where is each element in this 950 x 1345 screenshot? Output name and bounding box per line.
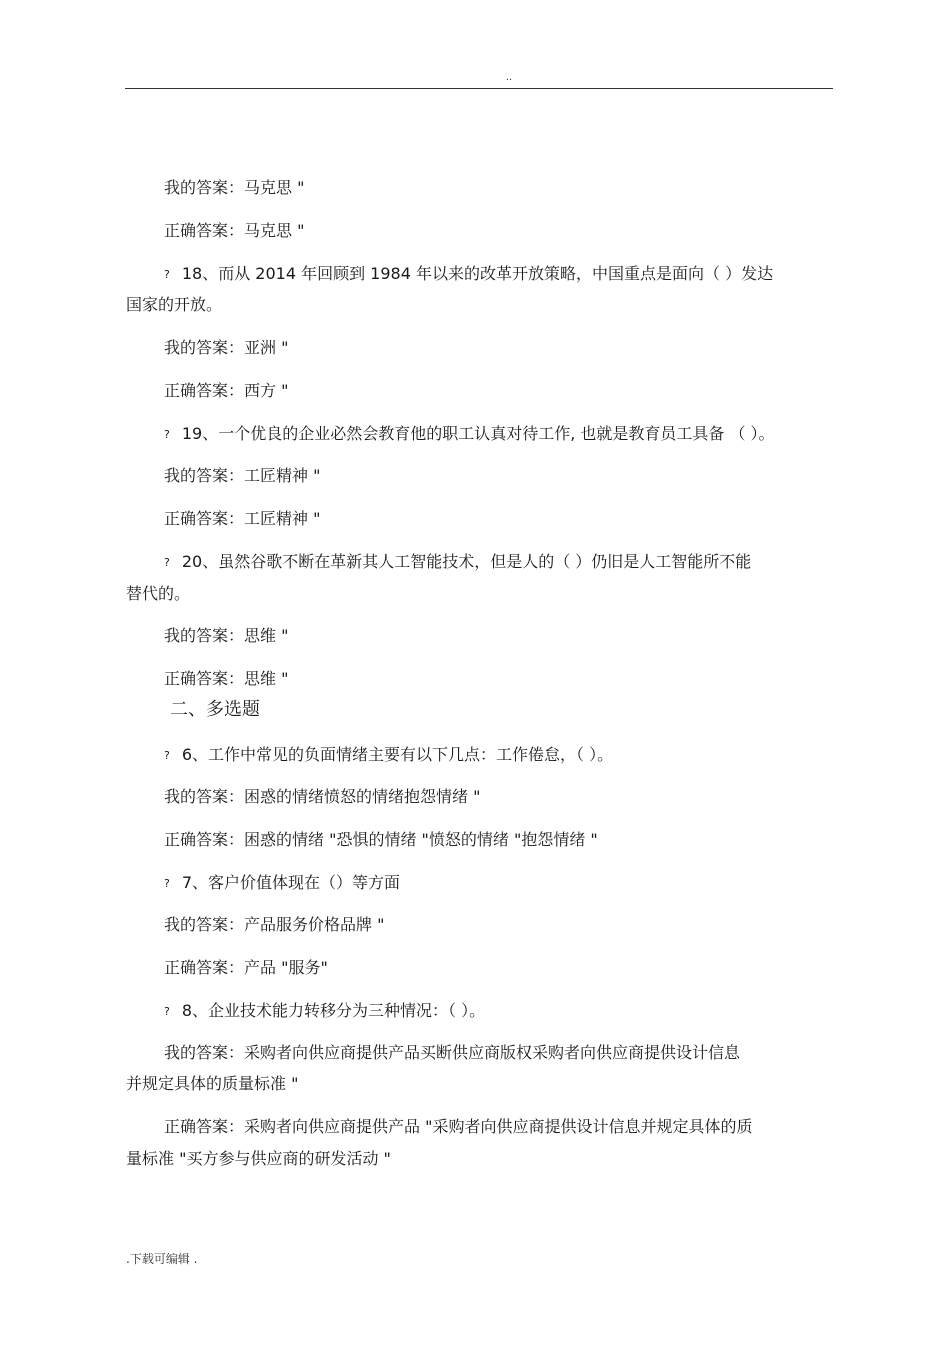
- my-answer-line: 我的答案：采购者向供应商提供产品买断供应商版权采购者向供应商提供设计信息: [164, 1043, 741, 1062]
- question-mark: ?: [164, 556, 170, 569]
- my-answer-line: 我的答案：产品服务价格品牌 ": [164, 915, 385, 934]
- correct-answer-line-cont: 量标准 "买方参与供应商的研发活动 ": [126, 1149, 391, 1168]
- question-18: [164, 264, 773, 285]
- correct-answer-line: 正确答案：困惑的情绪 "恐惧的情绪 "愤怒的情绪 "抱怨情绪 ": [164, 830, 598, 849]
- footer-note: .下载可编辑 .: [126, 1252, 198, 1266]
- my-answer-line: 我的答案：困惑的情绪愤怒的情绪抱怨情绪 ": [164, 787, 481, 806]
- question-text: 18、而从 2014 年回顾到 1984 年以来的改革开放策略，中国重点是面向（ ）发达: [181, 264, 774, 283]
- question-mark: ?: [164, 877, 170, 890]
- header-rule: [125, 88, 833, 89]
- question-mark: ?: [164, 749, 170, 762]
- question-text: 8、企业技术能力转移分为三种情况：（ ）。: [181, 1001, 486, 1020]
- question-20-cont: 替代的。: [126, 584, 191, 603]
- correct-answer-line: 正确答案：采购者向供应商提供产品 "采购者向供应商提供设计信息并规定具体的质: [164, 1117, 753, 1136]
- header-mark: ..: [505, 72, 513, 83]
- question-7: [164, 873, 400, 894]
- question-text: 19、一个优良的企业必然会教育他的职工认真对待工作, 也就是教育员工具备 （ ）。: [181, 424, 775, 443]
- question-19: [164, 424, 775, 445]
- my-answer-line: 我的答案：马克思 ": [164, 178, 305, 197]
- my-answer-line: 我的答案：亚洲 ": [164, 338, 289, 357]
- question-text: 20、虽然谷歌不断在革新其人工智能技术，但是人的（ ）仍旧是人工智能所不能: [181, 552, 752, 571]
- correct-answer-line: 正确答案：马克思 ": [164, 221, 305, 240]
- section-title: 二、多选题: [170, 699, 260, 720]
- question-8: [164, 1001, 485, 1022]
- my-answer-line: 我的答案：思维 ": [164, 626, 289, 645]
- my-answer-line-cont: 并规定具体的质量标准 ": [126, 1074, 299, 1093]
- question-18-cont: 国家的开放。: [126, 295, 223, 314]
- question-text: 7、客户价值体现在（）等方面: [181, 873, 401, 892]
- question-mark: ?: [164, 268, 170, 281]
- correct-answer-line: 正确答案：思维 ": [164, 669, 289, 688]
- correct-answer-line: 正确答案：西方 ": [164, 381, 289, 400]
- question-text: 6、工作中常见的负面情绪主要有以下几点：工作倦怠，（ ）。: [181, 745, 614, 764]
- question-mark: ?: [164, 1005, 170, 1018]
- question-6: [164, 745, 613, 766]
- correct-answer-line: 正确答案：产品 "服务": [164, 958, 328, 977]
- my-answer-line: 我的答案：工匠精神 ": [164, 466, 321, 485]
- question-20: [164, 552, 751, 573]
- question-mark: ?: [164, 428, 170, 441]
- correct-answer-line: 正确答案：工匠精神 ": [164, 509, 321, 528]
